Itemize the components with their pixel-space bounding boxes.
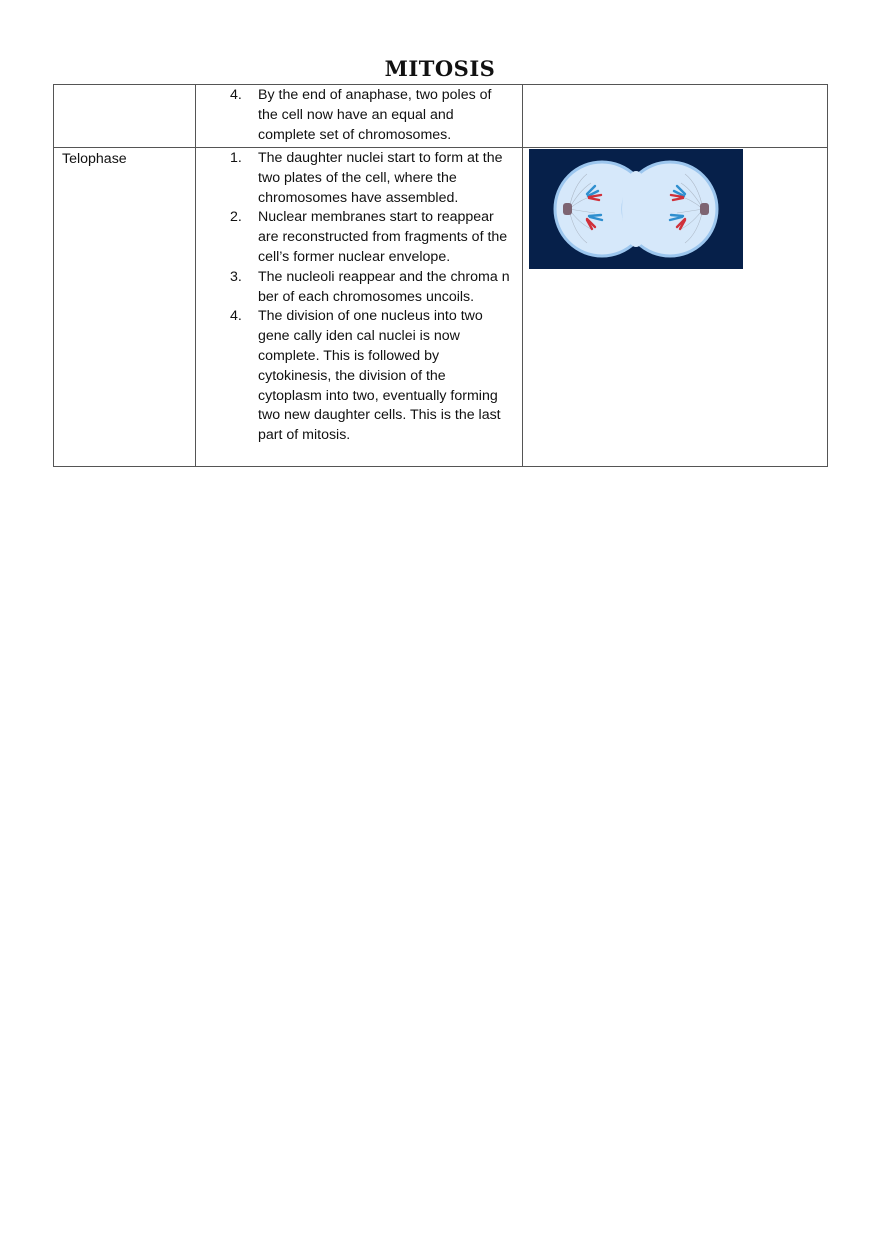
phase-cell: Telophase: [54, 148, 196, 467]
step-number: 4.: [230, 87, 242, 103]
step-text: Nuclear membranes start to reappear are reconstructed from fragments of the cell’s former nuclear envelope.: [258, 209, 508, 265]
figure-cell: [523, 148, 828, 467]
step-text: The nucleoli reappear and the chroma n ber of each chromosomes uncoils.: [258, 268, 510, 305]
step-item: [196, 86, 522, 145]
page-title: MITOSIS: [384, 56, 496, 81]
steps-list: [196, 85, 522, 145]
telophase-cell-illustration: [529, 149, 743, 269]
step-number: 2.: [230, 209, 242, 226]
mitosis-table: [53, 84, 828, 467]
step-item: [196, 268, 522, 308]
phase-cell: [54, 85, 196, 148]
step-number: 3.: [230, 268, 242, 285]
step-text: The daughter nuclei start to form at the two plates of the cell, where the chromosomes have assembled.: [258, 150, 503, 206]
step-item: [196, 307, 522, 446]
steps-cell: [196, 85, 523, 148]
steps-list: [196, 148, 522, 446]
step-item: [196, 208, 522, 267]
step-text: The division of one nucleus into two gene cally iden cal nuclei is now complete. This is followed by cytokinesis, the division of the cytoplasm into two, eventually forming two new daughter cells. This is the last part of mitosis.: [258, 308, 501, 444]
figure-cell-empty: [523, 85, 828, 148]
centrosome-left: [563, 203, 572, 215]
step-item: [196, 149, 522, 208]
step-number: 1.: [230, 150, 242, 166]
table-row-telophase: [54, 148, 828, 467]
steps-cell: [196, 148, 523, 467]
step-text: By the end of anaphase, two poles of the cell now have an equal and complete set of chromosomes.: [258, 87, 492, 143]
centrosome-right: [700, 203, 709, 215]
step-number: 4.: [230, 308, 242, 325]
table-row-anaphase-continued: [54, 85, 828, 148]
